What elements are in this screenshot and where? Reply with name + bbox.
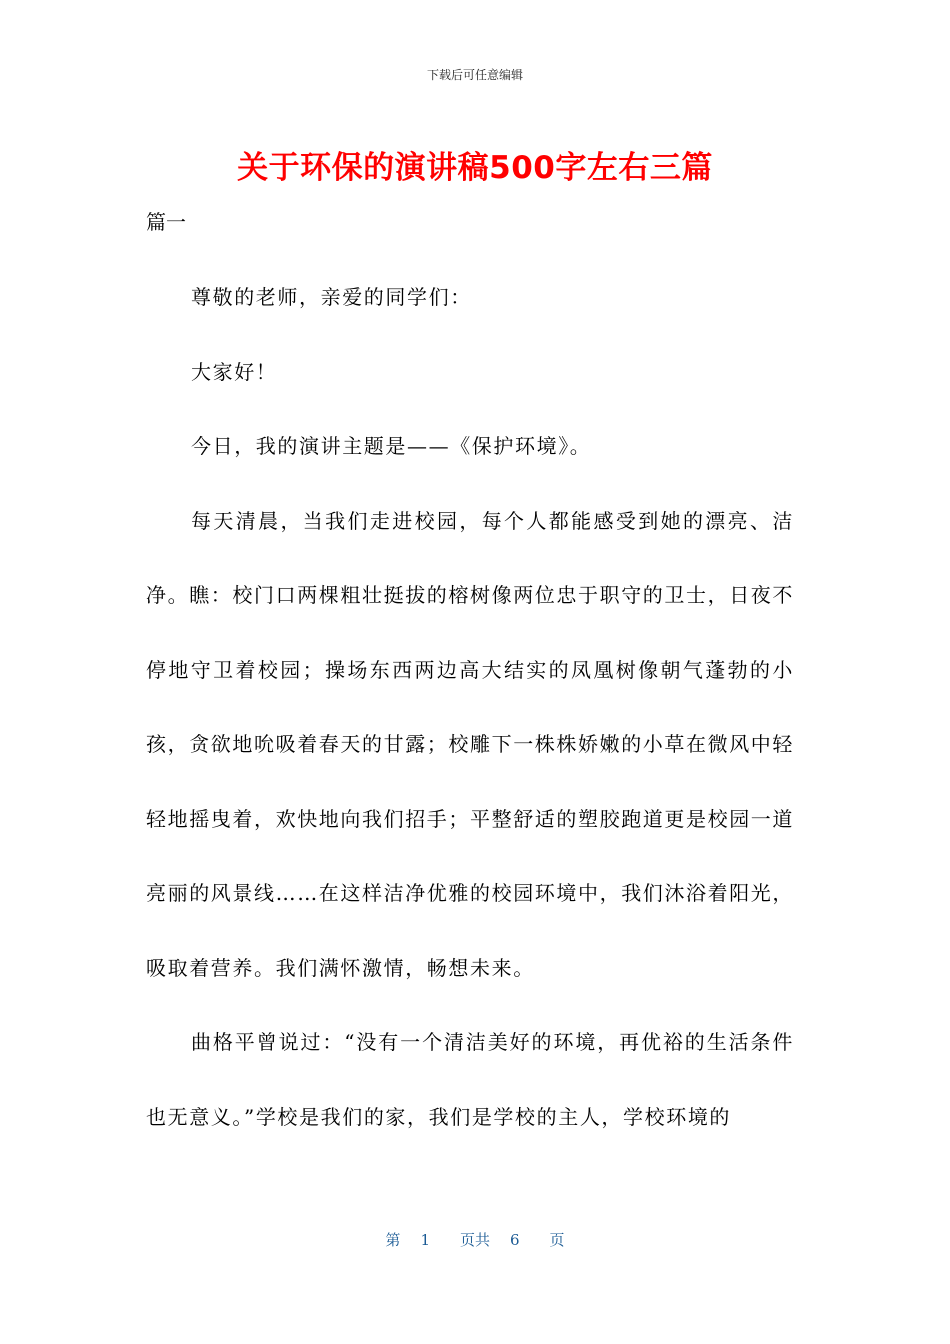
footer-mid: 页共 [459,1231,490,1249]
footer-total-pages: 6 [510,1231,520,1249]
paragraph-topic: 今日，我的演讲主题是——《保护环境》。 [191,434,592,458]
paragraph-salutation: 尊敬的老师，亲爱的同学们： [191,285,472,309]
section-label: 篇一 [146,210,186,234]
paragraph-quote: 曲格平曾说过：“没有一个清洁美好的环境，再优裕的生活条件也无意义。”学校是我们的家，我们是学校的主人，学校环境的 [146,1030,794,1129]
page-footer [0,1229,950,1250]
footer-current-page: 1 [420,1231,430,1249]
footer-prefix: 第 [385,1231,401,1249]
footer-suffix: 页 [549,1231,565,1249]
paragraph-greeting: 大家好！ [191,359,278,384]
document-title: 关于环保的演讲稿500字左右三篇 [237,150,713,186]
document-body [146,260,794,1154]
page-header: 下载后可任意编辑 [426,68,523,82]
paragraph-campus: 每天清晨，当我们走进校园，每个人都能感受到她的漂亮、洁净。瞧：校门口两棵粗壮挺拔的榕树像两位忠于职守的卫士，日夜不停地守卫着校园；操场东西两边高大结实的凤凰树像朝气蓬勃的小孩，贪欲地吮吸着春天的甘露；校雕下一株株娇嫩的小草在微风中轻轻地摇曳着，欢快地向我们招手；平整舒适的塑胶跑道更是校园一道亮丽的风景线……在这样洁净优雅的校园环境中，我们沐浴着阳光，吸取着营养。我们满怀激情，畅想未来。 [146,508,794,980]
